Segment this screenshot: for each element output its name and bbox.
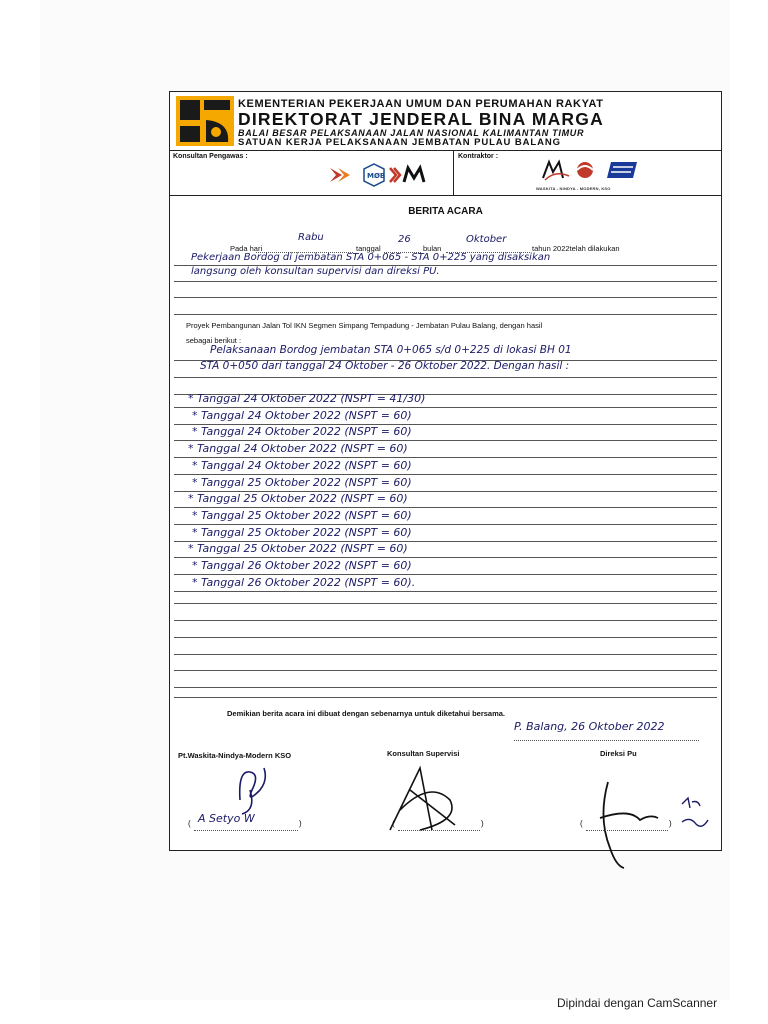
consultant-bracket-open: ( bbox=[392, 819, 395, 828]
result-entry: * Tanggal 25 Oktober 2022 (NSPT = 60) bbox=[188, 492, 408, 506]
result-line-2: STA 0+050 dari tanggal 24 Oktober - 26 Oktober 2022. Dengan hasil : bbox=[200, 360, 570, 372]
work-line-1: Pekerjaan Bordog di jembatan STA 0+065 - STA 0+225 yang disaksikan bbox=[191, 252, 551, 263]
rule-8 bbox=[174, 603, 717, 604]
unit-name: SATUAN KERJA PELAKSANAAN JEMBATAN PULAU BALANG bbox=[238, 137, 561, 148]
result-entry: * Tanggal 24 Oktober 2022 (NSPT = 60) bbox=[192, 458, 412, 472]
document-title: BERITA ACARA bbox=[408, 206, 483, 217]
scanned-page bbox=[40, 0, 730, 1000]
tanggal-value: 26 bbox=[398, 234, 411, 245]
rule-12 bbox=[174, 670, 717, 671]
owner-bracket-close: ) bbox=[669, 819, 672, 828]
contractor-logos-icon bbox=[539, 158, 649, 184]
consultant-signature-icon bbox=[380, 760, 470, 840]
consultant-logos-icon bbox=[328, 162, 438, 188]
result-entry: * Tanggal 25 Oktober 2022 (NSPT = 60) bbox=[188, 542, 408, 556]
result-entry: * Tanggal 25 Oktober 2022 (NSPT = 60) bbox=[192, 475, 412, 489]
partners-row bbox=[170, 150, 721, 196]
contractor-bracket-close: ) bbox=[299, 819, 302, 828]
tanggal-label: tanggal bbox=[356, 244, 381, 253]
owner-bracket-open: ( bbox=[580, 819, 583, 828]
pupr-logo-icon bbox=[176, 96, 234, 146]
scanner-watermark: Dipindai dengan CamScanner bbox=[557, 996, 718, 1010]
tahun-label: tahun 2022telah dilakukan bbox=[532, 244, 620, 253]
consultant-sign-label: Konsultan Supervisi bbox=[387, 749, 460, 758]
rule-10 bbox=[174, 637, 717, 638]
sebagai-text: sebagai berikut : bbox=[186, 336, 242, 345]
result-entry: * Tanggal 25 Oktober 2022 (NSPT = 60) bbox=[192, 508, 412, 522]
bulan-value: Oktober bbox=[466, 234, 507, 245]
contractor-name: A Setyo W bbox=[198, 812, 255, 825]
consultant-label: Konsultan Pengawas : bbox=[173, 153, 248, 160]
rule-9 bbox=[174, 620, 717, 621]
partners-divider bbox=[453, 150, 454, 195]
bulan-label: bulan bbox=[423, 244, 442, 253]
contractor-name-dots bbox=[194, 830, 298, 831]
rule-14 bbox=[174, 697, 717, 698]
owner-signature-icon bbox=[580, 778, 670, 870]
directorate-name: DIREKTORAT JENDERAL BINA MARGA bbox=[238, 109, 604, 129]
place-date-dots bbox=[514, 740, 699, 741]
result-entry: * Tanggal 26 Oktober 2022 (NSPT = 60). bbox=[192, 575, 416, 589]
result-line-1: Pelaksanaan Bordog jembatan STA 0+065 s/d 0+225 di lokasi BH 01 bbox=[210, 344, 572, 356]
result-entry: * Tanggal 26 Oktober 2022 (NSPT = 60) bbox=[192, 559, 412, 572]
paraf-icon bbox=[678, 794, 714, 838]
owner-name-dots bbox=[586, 830, 668, 831]
result-entry: * Tanggal 24 Oktober 2022 (NSPT = 60) bbox=[192, 425, 412, 439]
contractor-bracket-open: ( bbox=[188, 819, 191, 828]
rule-4 bbox=[174, 314, 717, 315]
ministry-name: KEMENTERIAN PEKERJAAN UMUM DAN PERUMAHAN RAKYAT bbox=[238, 98, 604, 110]
result-entry: * Tanggal 24 Oktober 2022 (NSPT = 60) bbox=[188, 442, 408, 456]
rule-13 bbox=[174, 687, 717, 688]
rule-11 bbox=[174, 654, 717, 655]
pada-hari-label: Pada hari bbox=[230, 244, 263, 253]
contractor-caption: WASKITA - NINDYA - MODERN, KSO bbox=[536, 186, 611, 191]
contractor-sign-label: Pt.Waskita-Nindya-Modern KSO bbox=[178, 751, 292, 760]
rule-3 bbox=[174, 297, 717, 298]
owner-sign-label: Direksi Pu bbox=[600, 749, 637, 758]
consultant-bracket-close: ) bbox=[481, 819, 484, 828]
place-date: P. Balang, 26 Oktober 2022 bbox=[514, 720, 665, 733]
svg-text:MØB: MØB bbox=[367, 172, 386, 180]
hari-value: Rabu bbox=[298, 232, 324, 243]
contractor-signature-icon bbox=[220, 760, 280, 820]
consultant-name-dots bbox=[398, 830, 480, 831]
result-entry: * Tanggal 24 Oktober 2022 (NSPT = 60) bbox=[192, 408, 412, 422]
office-name: BALAI BESAR PELAKSANAAN JALAN NASIONAL KALIMANTAN TIMUR bbox=[238, 128, 585, 138]
rule-2 bbox=[174, 281, 717, 282]
work-line-2: langsung oleh konsultan supervisi dan direksi PU. bbox=[191, 266, 440, 277]
contractor-label: Kontraktor : bbox=[458, 153, 499, 160]
result-entry: * Tanggal 24 Oktober 2022 (NSPT = 41/30) bbox=[188, 392, 426, 405]
letterhead bbox=[170, 92, 721, 151]
rule-6 bbox=[174, 377, 717, 378]
closing-text: Demikian berita acara ini dibuat dengan sebenarnya untuk diketahui bersama. bbox=[227, 709, 506, 718]
project-text: Proyek Pembangunan Jalan Tol IKN Segmen Simpang Tempadung - Jembatan Pulau Balang, dengan hasil bbox=[186, 321, 543, 330]
entry-rule bbox=[174, 591, 717, 592]
document-frame bbox=[169, 91, 722, 851]
result-entry: * Tanggal 25 Oktober 2022 (NSPT = 60) bbox=[192, 525, 412, 539]
